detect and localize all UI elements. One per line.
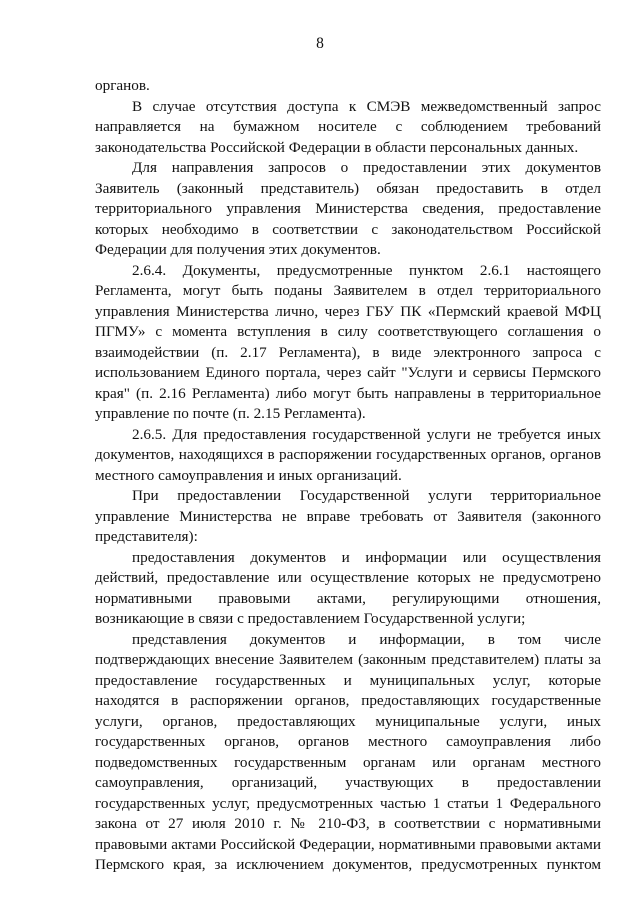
text-line: предоставление государственных и муниципальных услуг, которые xyxy=(95,671,601,689)
page-number: 8 xyxy=(316,35,324,52)
text-line: территориального управления Министерства сведения, предоставление xyxy=(95,200,601,217)
text-line: направляется на бумажном носителе с соблюдением требований xyxy=(95,118,601,135)
text-line: 2.6.5. Для предоставления государственной услуги не требуется иных xyxy=(132,425,601,443)
text-line: находятся в распоряжении органов, предоставляющих государственные xyxy=(95,692,601,709)
text-line: использованием Единого портала, через сайт "Услуги и сервисы Пермского xyxy=(95,364,601,381)
text-line: Регламента, могут быть поданы Заявителем в отдел территориального xyxy=(95,282,601,299)
text-line: государственных услуг, предусмотренных частью 1 статьи 1 Федерального xyxy=(95,794,601,812)
text-line: органов. xyxy=(95,77,150,94)
text-line: управления Министерства лично, через ГБУ ПК «Пермский краевой МФЦ xyxy=(95,302,601,320)
text-line: подтверждающих внесение Заявителем (законным представителем) платы за xyxy=(95,651,601,668)
text-line: управление по почте (п. 2.15 Регламента). xyxy=(95,405,366,422)
text-line: Заявитель (законный представитель) обязан предоставить в отдел xyxy=(95,179,601,197)
text-line: правовыми актами Российской Федерации, нормативными правовыми актами xyxy=(95,835,601,853)
text-line: подведомственных государственным органам или органам местного xyxy=(95,753,601,771)
text-line: края" (п. 2.16 Регламента) либо могут быть направлены в территориальное xyxy=(95,384,601,402)
text-line: закона от 27 июля 2010 г. № 210-ФЗ, в соответствии с нормативными xyxy=(95,815,601,832)
text-line: Для направления запросов о предоставлении этих документов xyxy=(132,159,601,176)
text-line: представителя): xyxy=(95,528,198,545)
text-line: услуги, органов, предоставляющих муниципальные услуги, иных xyxy=(95,712,601,730)
text-line: Федерации для получения этих документов. xyxy=(95,241,381,258)
text-line: документов, находящихся в распоряжении государственных органов, органов xyxy=(95,446,601,463)
text-line: ПГМУ» с момента вступления в силу соответствующего соглашения о xyxy=(95,323,601,340)
text-line: управление Министерства не вправе требовать от Заявителя (законного xyxy=(95,507,601,525)
text-line: действий, предоставление или осуществление которых не предусмотрено xyxy=(95,569,601,586)
text-line: государственных органов, органов местного самоуправления либо xyxy=(95,733,601,750)
text-line: При предоставлении Государственной услуги территориальное xyxy=(132,487,601,504)
text-line: В случае отсутствия доступа к СМЭВ межведомственный запрос xyxy=(132,97,601,115)
text-line: самоуправления, организаций, участвующих в предоставлении xyxy=(95,774,601,791)
text-line: взаимодействии (п. 2.17 Регламента), в виде электронного запроса с xyxy=(95,343,601,361)
text-line: предоставления документов и информации или осуществления xyxy=(132,548,601,566)
text-line: представления документов и информации, в том числе xyxy=(132,630,601,648)
text-line: возникающие в связи с предоставлением Государственной услуги; xyxy=(95,610,526,627)
text-line: законодательства Российской Федерации в области персональных данных. xyxy=(95,138,579,156)
text-line: местного самоуправления и иных организаций. xyxy=(95,466,402,484)
text-line: нормативными правовыми актами, регулирующими отношения, xyxy=(95,589,601,607)
body-text xyxy=(95,76,601,876)
text-line: 2.6.4. Документы, предусмотренные пунктом 2.6.1 настоящего xyxy=(132,261,601,279)
text-line: которых необходимо в соответствии с законодательством Российской xyxy=(95,220,601,238)
text-line: Пермского края, за исключением документов, предусмотренных пунктом xyxy=(95,856,601,873)
